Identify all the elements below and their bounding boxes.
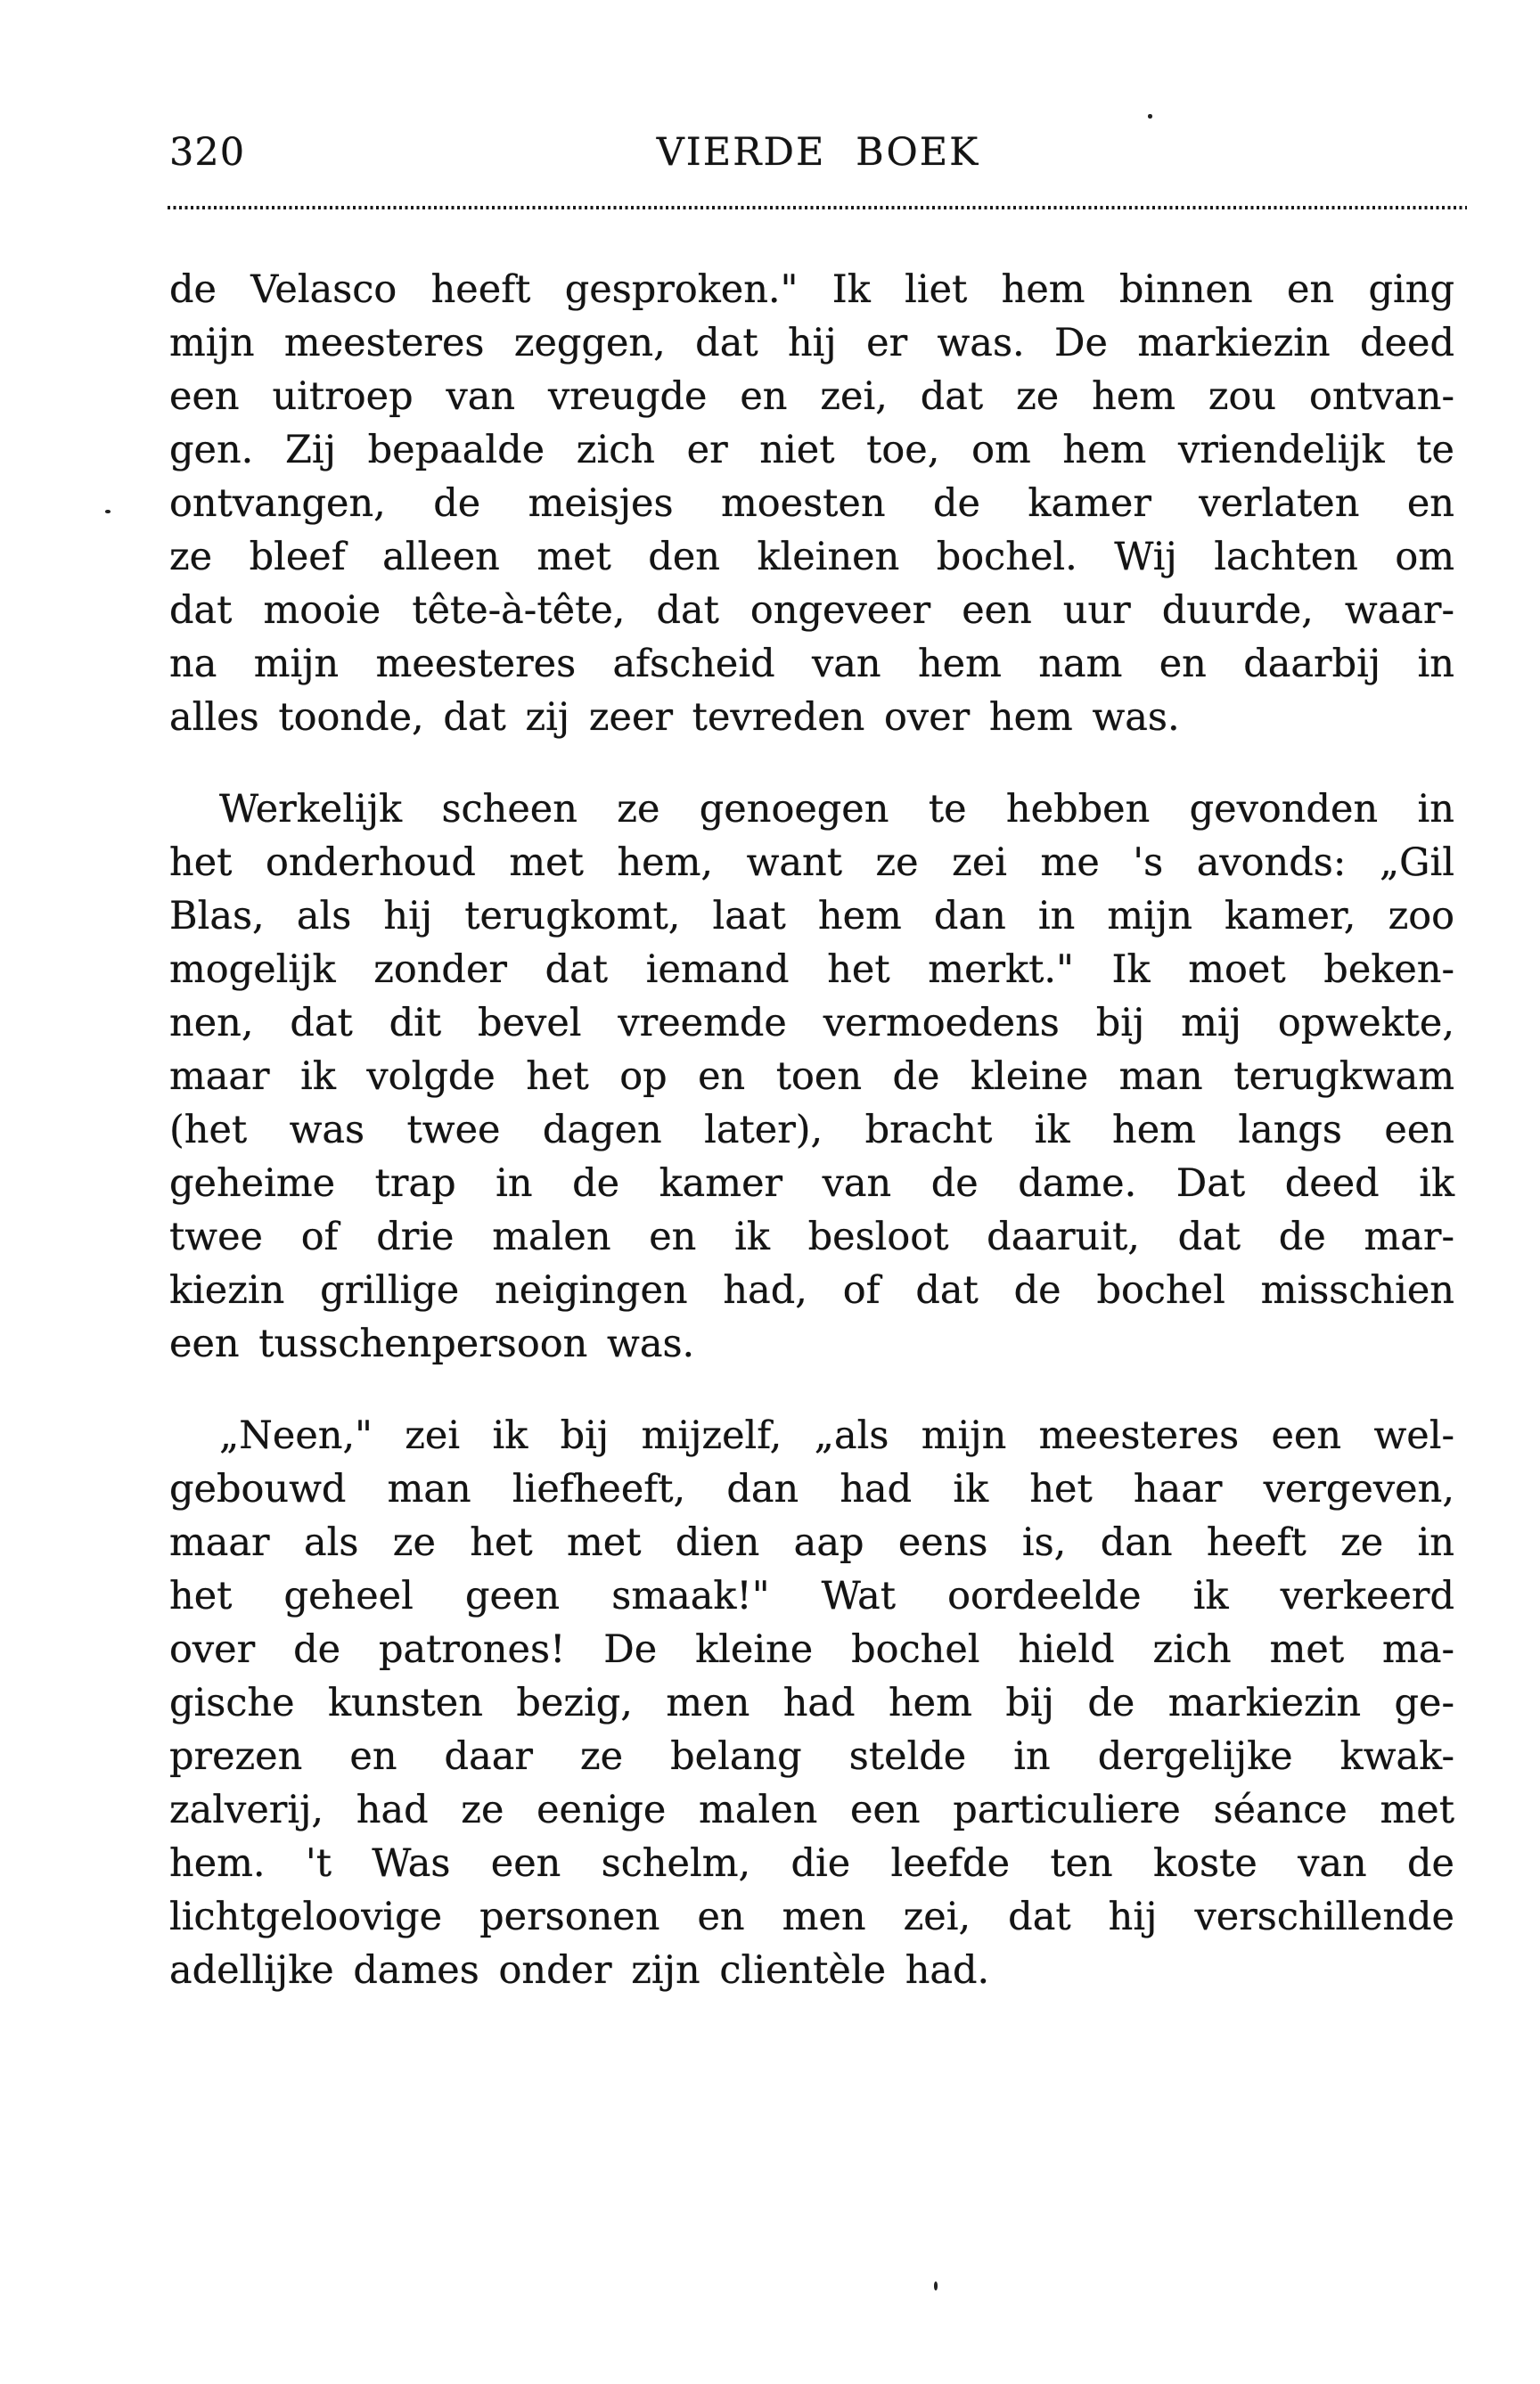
text-line: hem. 't Was een schelm, die leefde ten koste van de [169, 1841, 1454, 1886]
text-line: adellijke dames onder zijn clientèle had. [169, 1948, 990, 1993]
text-line: ze bleef alleen met den kleinen bochel. Wij lachten om [169, 535, 1454, 579]
text-line: dat mooie tête-à-tête, dat ongeveer een uur duurde, waar- [169, 588, 1454, 633]
text-line: mijn meesteres zeggen, dat hij er was. De markiezin deed [169, 321, 1454, 365]
text-line: (het was twee dagen later), bracht ik hem langs een [169, 1108, 1454, 1152]
text-line: geheime trap in de kamer van de dame. Dat deed ik [169, 1161, 1454, 1206]
text-line: een uitroep van vreugde en zei, dat ze hem zou ontvan- [169, 374, 1454, 419]
text-line: ontvangen, de meisjes moesten de kamer verlaten en [169, 481, 1454, 526]
text-line: zalverij, had ze eenige malen een particuliere séance met [169, 1788, 1454, 1832]
text-line: kiezin grillige neigingen had, of dat de bochel misschien [169, 1268, 1454, 1313]
text-line: twee of drie malen en ik besloot daaruit, dat de mar- [169, 1215, 1454, 1259]
text-line: een tusschenpersoon was. [169, 1322, 695, 1366]
text-line: mogelijk zonder dat iemand het merkt." Ik moet beken- [169, 947, 1454, 992]
text-line: over de patrones! De kleine bochel hield zich met ma- [169, 1627, 1454, 1672]
scan-speck [1148, 114, 1152, 119]
text-line: „Neen," zei ik bij mijzelf, „als mijn meesteres een wel- [219, 1413, 1454, 1458]
text-line: maar als ze het met dien aap eens is, dan heeft ze in [169, 1520, 1454, 1565]
text-line: het geheel geen smaak!" Wat oordeelde ik verkeerd [169, 1574, 1454, 1618]
text-line: prezen en daar ze belang stelde in dergelijke kwak- [169, 1734, 1454, 1779]
text-line: nen, dat dit bevel vreemde vermoedens bij mij opwekte, [169, 1001, 1454, 1045]
text-line: gebouwd man liefheeft, dan had ik het haar vergeven, [169, 1467, 1454, 1512]
text-line: Blas, als hij terugkomt, laat hem dan in mijn kamer, zoo [169, 894, 1454, 938]
page-number: 320 [169, 130, 246, 175]
text-line: gische kunsten bezig, men had hem bij de markiezin ge- [169, 1681, 1454, 1725]
text-line: gen. Zij bepaalde zich er niet toe, om hem vriendelijk te [169, 428, 1454, 472]
page-header [169, 130, 1467, 176]
header-divider [168, 206, 1467, 209]
text-line: lichtgeloovige personen en men zei, dat hij verschillende [169, 1895, 1454, 1939]
text-line: het onderhoud met hem, want ze zei me 's avonds: „Gil [169, 840, 1454, 885]
text-line: de Velasco heeft gesproken." Ik liet hem binnen en ging [169, 267, 1454, 312]
scan-speck [105, 510, 111, 513]
page-title: VIERDE BOEK [656, 130, 980, 175]
text-line: Werkelijk scheen ze genoegen te hebben gevonden in [219, 787, 1454, 832]
text-line: na mijn meesteres afscheid van hem nam en daarbij in [169, 642, 1454, 686]
scan-speck [934, 2282, 938, 2290]
text-line: maar ik volgde het op en toen de kleine man terugkwam [169, 1054, 1454, 1099]
text-line: alles toonde, dat zij zeer tevreden over hem was. [169, 695, 1180, 740]
page-body [169, 263, 1454, 2036]
